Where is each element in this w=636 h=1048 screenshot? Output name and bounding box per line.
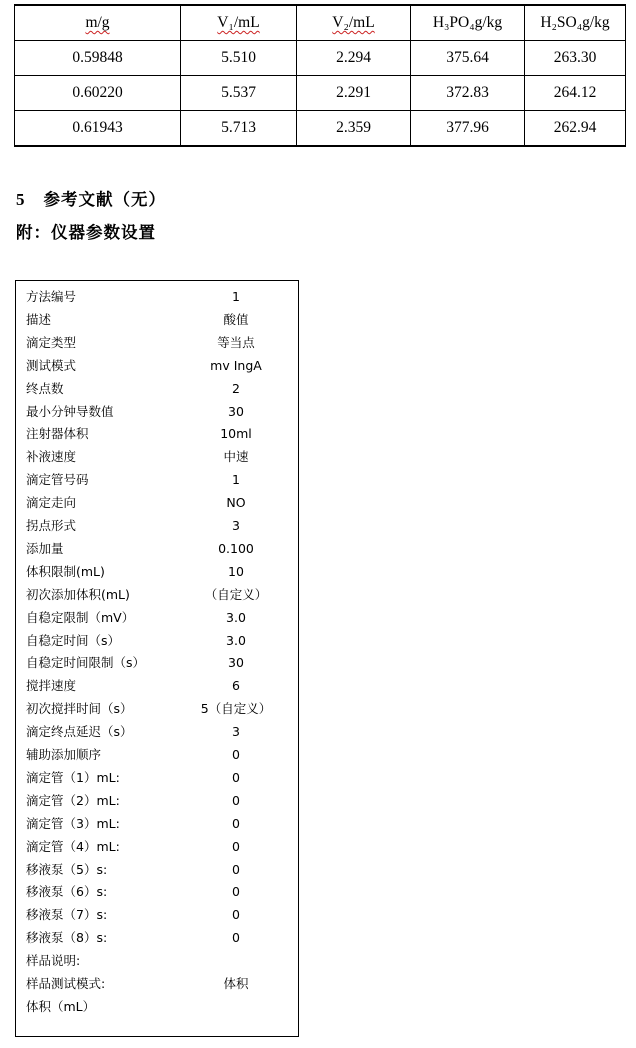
parameter-label: 自稳定限制（mV） xyxy=(26,609,135,625)
section-heading-references xyxy=(16,186,166,210)
parameter-row xyxy=(16,698,298,720)
table-cell: 377.96 xyxy=(411,111,525,147)
parameter-label: 滴定走向 xyxy=(26,495,77,511)
table-cell: 5.510 xyxy=(181,41,297,76)
parameter-value: 10 xyxy=(228,563,244,579)
parameter-row xyxy=(16,309,298,331)
parameter-label: 初次搅拌时间（s） xyxy=(26,701,133,717)
parameter-value: mv IngA xyxy=(210,357,262,373)
parameter-value: 2 xyxy=(232,380,240,396)
parameter-label: 最小分钟导数值 xyxy=(26,403,114,419)
parameter-label: 移液泵（5）s: xyxy=(26,861,108,877)
parameter-row xyxy=(16,492,298,514)
table-cell: 264.12 xyxy=(525,76,626,111)
table-cell: 262.94 xyxy=(525,111,626,147)
parameter-label: 样品说明: xyxy=(26,953,81,969)
parameter-label: 补液速度 xyxy=(26,449,77,465)
parameter-value: 0.100 xyxy=(218,540,254,556)
parameter-row xyxy=(16,515,298,537)
parameter-value: 0 xyxy=(232,907,240,923)
parameter-label: 添加量 xyxy=(26,540,64,556)
parameter-row xyxy=(16,469,298,491)
parameter-label: 搅拌速度 xyxy=(26,678,77,694)
parameter-value: 1 xyxy=(232,472,240,488)
table-cell: 2.294 xyxy=(297,41,411,76)
parameter-row xyxy=(16,378,298,400)
table-cell: 263.30 xyxy=(525,41,626,76)
parameter-row xyxy=(16,881,298,903)
parameter-row xyxy=(16,927,298,949)
parameter-row xyxy=(16,538,298,560)
parameter-value: 0 xyxy=(232,861,240,877)
parameter-value: 3 xyxy=(232,518,240,533)
parameter-row xyxy=(16,652,298,674)
parameter-row xyxy=(16,836,298,858)
parameter-row xyxy=(16,744,298,766)
table-cell: 2.291 xyxy=(297,76,411,111)
parameter-label: 辅助添加顺序 xyxy=(26,747,102,762)
parameter-label: 体积（mL） xyxy=(26,998,96,1014)
parameter-label: 拐点形式 xyxy=(26,518,77,533)
table-header-row xyxy=(15,5,626,41)
parameter-label: 移液泵（7）s: xyxy=(26,907,108,923)
parameter-value: 30 xyxy=(228,403,244,419)
instrument-parameters-box xyxy=(15,280,299,1037)
appendix-heading: 附：仪器参数设置 xyxy=(16,223,156,242)
parameter-row xyxy=(16,675,298,697)
parameter-row xyxy=(16,950,298,972)
table-cell: 0.60220 xyxy=(15,76,181,111)
table-row xyxy=(15,76,626,111)
parameter-row xyxy=(16,286,298,308)
parameter-value: （自定义） xyxy=(204,586,268,602)
table-cell: 5.537 xyxy=(181,76,297,111)
parameter-label: 滴定管（2）mL: xyxy=(26,792,120,808)
parameter-label: 滴定管（4）mL: xyxy=(26,838,120,854)
table-row xyxy=(15,41,626,76)
parameter-label: 测试模式 xyxy=(26,357,77,373)
parameter-row xyxy=(16,630,298,652)
parameter-row xyxy=(16,904,298,926)
parameter-value: NO xyxy=(226,495,246,511)
parameter-row xyxy=(16,355,298,377)
parameter-label: 滴定终点延迟（s） xyxy=(26,724,133,740)
parameter-label: 体积限制(mL) xyxy=(26,563,105,579)
parameter-label: 样品测试模式: xyxy=(26,976,106,991)
parameter-row xyxy=(16,446,298,468)
parameter-row xyxy=(16,332,298,354)
parameter-row xyxy=(16,996,298,1018)
parameter-value: 0 xyxy=(232,815,240,831)
parameter-row xyxy=(16,561,298,583)
parameter-value: 酸值 xyxy=(223,311,249,327)
parameter-value: 等当点 xyxy=(217,334,255,350)
parameter-value: 0 xyxy=(232,747,240,762)
column-header: V₂/mL xyxy=(297,5,411,41)
parameter-value: 1 xyxy=(232,289,240,304)
parameter-row xyxy=(16,973,298,995)
parameter-value: 3 xyxy=(232,724,240,740)
parameter-row xyxy=(16,790,298,812)
parameter-value: 0 xyxy=(232,792,240,808)
table-row xyxy=(15,111,626,147)
parameter-label: 滴定类型 xyxy=(26,334,77,350)
parameter-label: 注射器体积 xyxy=(26,426,89,442)
table-cell: 0.61943 xyxy=(15,111,181,147)
parameter-row xyxy=(16,584,298,606)
column-header: H₂SO₄g/kg xyxy=(525,5,626,41)
column-header: H₃PO₄g/kg xyxy=(411,5,525,41)
results-table xyxy=(14,4,626,147)
parameter-value: 0 xyxy=(232,769,240,785)
table-cell: 372.83 xyxy=(411,76,525,111)
parameter-row xyxy=(16,423,298,445)
section-number: 5 xyxy=(16,190,26,209)
parameter-label: 自稳定时间限制（s） xyxy=(26,655,146,671)
parameter-value: 0 xyxy=(232,838,240,854)
parameter-label: 移液泵（6）s: xyxy=(26,884,108,900)
parameter-label: 自稳定时间（s） xyxy=(26,632,121,648)
parameter-row xyxy=(16,813,298,835)
parameter-row xyxy=(16,767,298,789)
column-header: m/g xyxy=(15,5,181,41)
parameter-row xyxy=(16,401,298,423)
table-cell: 5.713 xyxy=(181,111,297,147)
table-cell: 2.359 xyxy=(297,111,411,147)
parameter-label: 滴定管号码 xyxy=(26,472,89,488)
parameter-label: 初次添加体积(mL) xyxy=(26,586,130,602)
parameter-value: 3.0 xyxy=(226,632,246,648)
parameter-value: 0 xyxy=(232,930,240,946)
parameter-value: 0 xyxy=(232,884,240,900)
parameter-value: 10ml xyxy=(220,426,252,442)
parameter-label: 滴定管（1）mL: xyxy=(26,769,120,785)
parameter-value: 中速 xyxy=(223,449,249,465)
parameter-row xyxy=(16,859,298,881)
parameter-value: 3.0 xyxy=(226,609,246,625)
parameter-value: 体积 xyxy=(223,976,249,991)
table-cell: 0.59848 xyxy=(15,41,181,76)
parameter-label: 移液泵（8）s: xyxy=(26,930,108,946)
parameter-value: 30 xyxy=(228,655,244,671)
parameter-row xyxy=(16,721,298,743)
parameter-value: 5（自定义） xyxy=(200,701,272,717)
parameter-value: 6 xyxy=(232,678,240,694)
parameter-label: 终点数 xyxy=(26,380,64,396)
section-title: 参考文献（无） xyxy=(43,190,166,209)
parameter-row xyxy=(16,607,298,629)
table-cell: 375.64 xyxy=(411,41,525,76)
parameter-label: 滴定管（3）mL: xyxy=(26,815,120,831)
parameter-label: 描述 xyxy=(26,311,52,327)
parameter-label: 方法编号 xyxy=(26,289,77,304)
column-header: V₁/mL xyxy=(181,5,297,41)
